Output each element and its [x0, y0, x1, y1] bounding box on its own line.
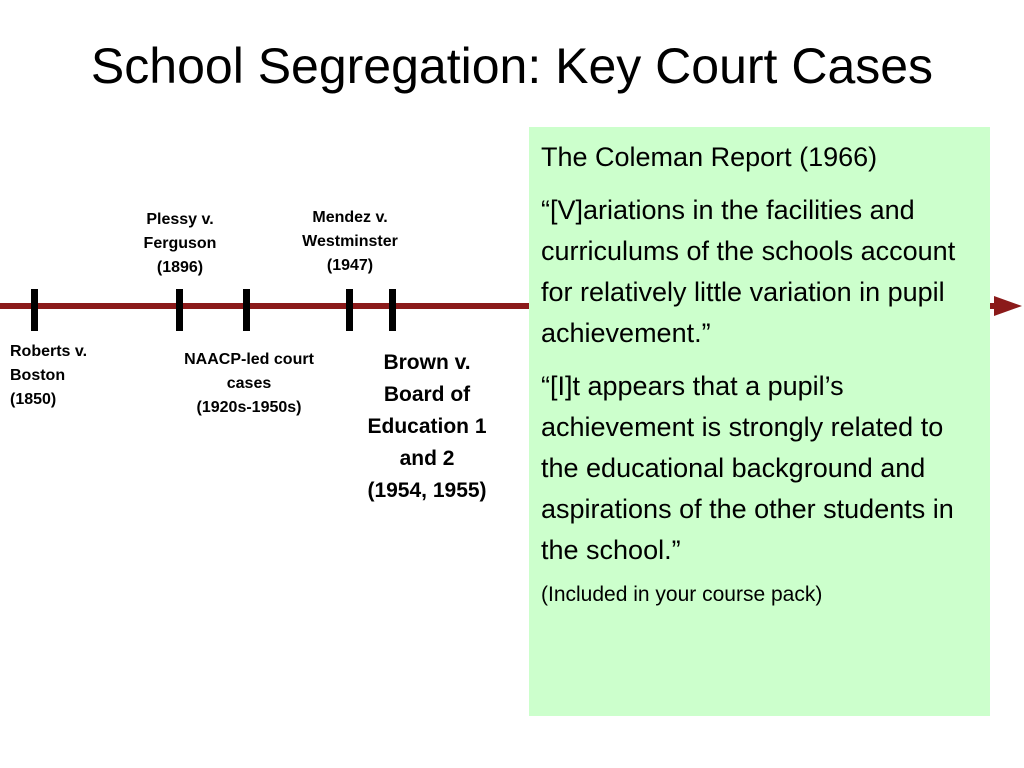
case-name: Mendez v. Westminster — [302, 209, 398, 250]
timeline-tick-plessy — [176, 289, 183, 331]
slide-title: School Segregation: Key Court Cases — [90, 38, 934, 94]
case-label-plessy — [120, 208, 240, 280]
timeline-tick-naacp — [243, 289, 250, 331]
coleman-heading: The Coleman Report (1966) — [541, 142, 878, 172]
case-year: (1850) — [10, 391, 57, 408]
timeline-tick-mendez — [346, 289, 353, 331]
case-label-mendez — [285, 206, 415, 278]
case-name: Plessy v. Ferguson — [143, 211, 217, 252]
case-year: (1947) — [326, 257, 374, 274]
case-year: (1896) — [156, 259, 204, 276]
coleman-report-box — [529, 127, 990, 716]
timeline-tick-brown — [389, 289, 396, 331]
case-label-brown — [352, 347, 502, 507]
case-label-roberts — [10, 340, 115, 412]
coleman-quote-facilities: “[V]ariations in the facilities and curriculums of the schools account for relatively little variation in pupil achievement.” — [541, 195, 956, 348]
timeline-arrow-icon — [994, 296, 1022, 316]
case-name: Roberts v. Boston — [10, 343, 88, 384]
coleman-quote-peers: “[I]t appears that a pupil’s achievement is strongly related to the educational background and aspirations of the other students in the school.” — [541, 371, 954, 565]
case-label-naacp — [178, 348, 320, 420]
case-name: Brown v. Board of Education 1 and 2 — [367, 351, 487, 470]
course-pack-note: (Included in your course pack) — [541, 583, 823, 606]
case-year: (1954, 1955) — [367, 479, 487, 502]
case-year: (1920s-1950s) — [196, 399, 302, 416]
timeline-tick-roberts — [31, 289, 38, 331]
case-name: NAACP-led court cases — [184, 351, 314, 392]
